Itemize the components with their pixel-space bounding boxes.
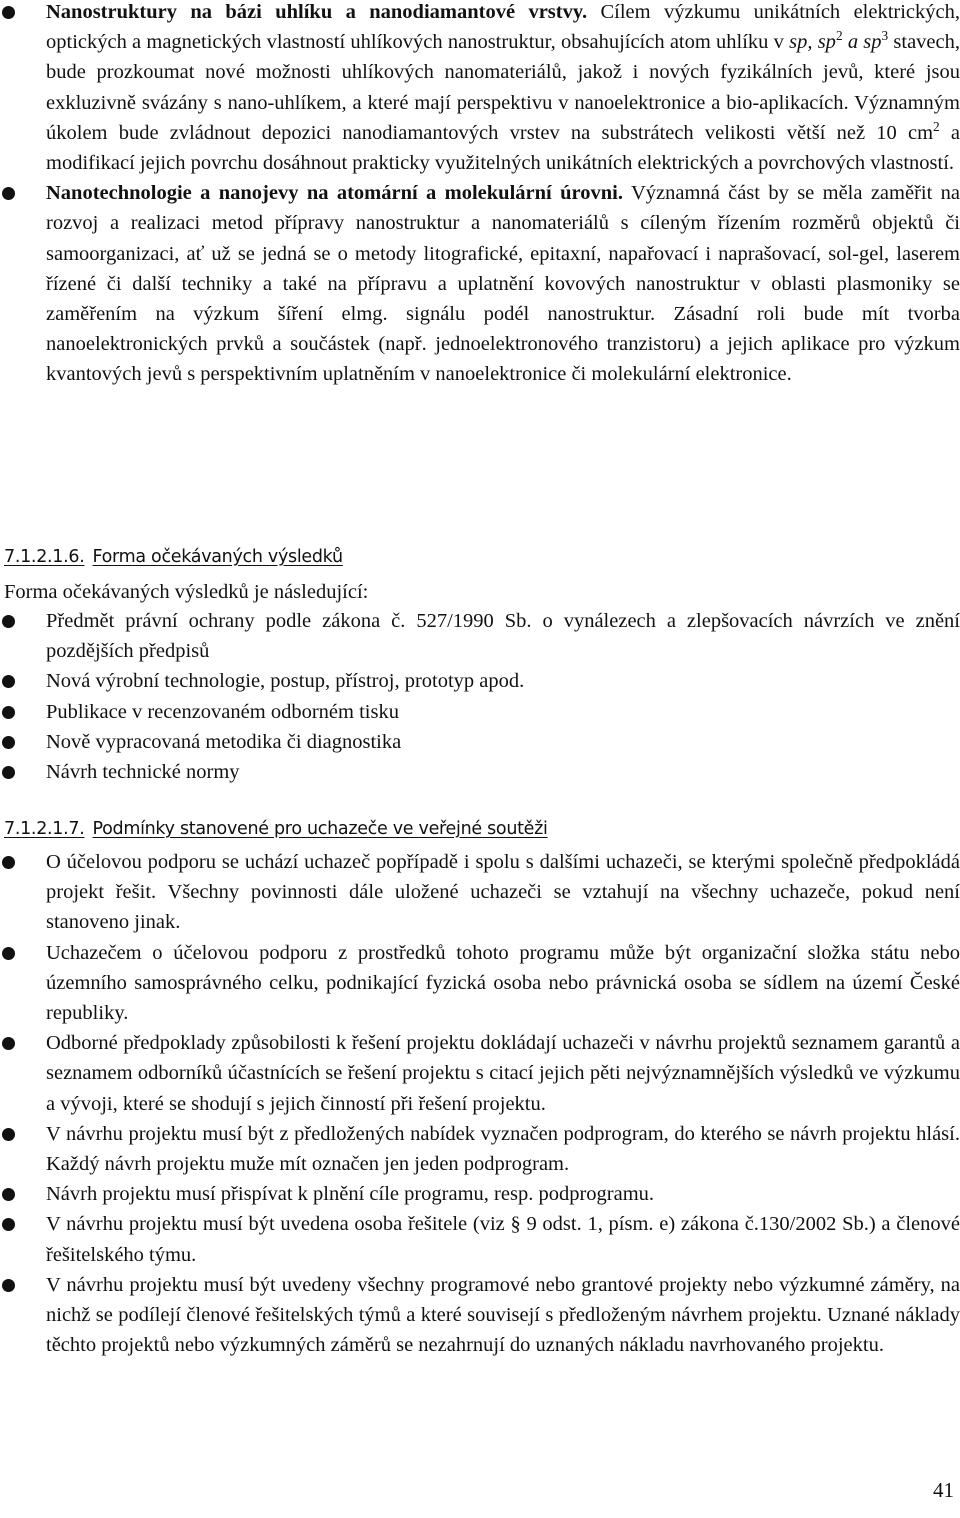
bullet-icon (2, 1279, 15, 1292)
section-intro: Forma očekávaných výsledků je následující: (4, 581, 369, 603)
list-item: Publikace v recenzovaném odborném tisku (0, 697, 960, 727)
list-item: Návrh technické normy (0, 757, 960, 787)
bullet-icon (2, 615, 15, 628)
bullet-icon (2, 187, 15, 200)
list-item (0, 178, 960, 389)
list-item: V návrhu projektu musí být uvedena osoba řešitele (viz § 9 odst. 1, písm. e) zákona č.130/2002 Sb.) a členové řešitelského týmu. (0, 1209, 960, 1269)
list-item: Nově vypracovaná metodika či diagnostika (0, 727, 960, 757)
bullet-icon (2, 1218, 15, 1231)
bullet-icon (2, 1188, 15, 1201)
list-item: O účelovou podporu se uchází uchazeč popřípadě i spolu s dalšími uchazeči, se kterými společně předpokládá projekt řešit. Všechny povinnosti dále uložené uchazeči se vztahují na všechny uchazeče, pokud není stanoveno jinak. (0, 847, 960, 938)
bullet-icon (2, 1128, 15, 1141)
list-item (0, 0, 960, 178)
research-topics-list (0, 0, 960, 390)
results-list (0, 606, 960, 787)
bullet-icon (2, 6, 15, 19)
bullet-icon (2, 1037, 15, 1050)
section-number: 7.1.2.1.7. (4, 819, 85, 839)
item-title: Nanostruktury na bázi uhlíku a nanodiamantové vrstvy. (46, 1, 588, 23)
bullet-icon (2, 947, 15, 960)
paragraph-text: Nanostruktury na bázi uhlíku a nanodiamantové vrstvy. Cílem výzkumu unikátních elektrických, optických a magnetických vlastností uhlíkových nanostruktur, obsahujících atom uhlíku v sp, $sp^2$ a $sp^3$ stavech, bude prozkoumat nové možnosti uhlíkových nanomateriálů, jakož i nových fyzikálních jevů, které jsou exkluzivně svázány s nano-uhlíkem, a které mají perspektivu v nanoelektronice a bio-aplikacích. Významným úkolem bude zvládnout depozici nanodiamantových vrstev na substrátech velikosti větší než 10 $cm^2$ a modifikací jejich povrchu dosáhnout prakticky využitelných unikátních elektrických a povrchových vlastností. (46, 1, 960, 175)
section-heading (4, 547, 343, 567)
list-item: Předmět právní ochrany podle zákona č. 527/1990 Sb. o vynálezech a zlepšovacích návrzích ve znění pozdějších předpisů (0, 606, 960, 666)
section-title: Forma očekávaných výsledků (92, 547, 343, 567)
list-item: Odborné předpoklady způsobilosti k řešení projektu dokládají uchazeči v návrhu projektů seznamem garantů a seznamem odborníků účastnících se řešení projektu s citací jejich pěti nejvýznamnějších výsledků ve výzkumu a vývoji, které se shodují s jejich činností při řešení projektu. (0, 1028, 960, 1119)
list-item: Nová výrobní technologie, postup, přístroj, prototyp apod. (0, 666, 960, 696)
conditions-list (0, 847, 960, 1360)
bullet-icon (2, 766, 15, 779)
list-item: V návrhu projektu musí být z předložených nabídek vyznačen podprogram, do kterého se návrh projektu hlásí. Každý návrh projektu muže mít označen jen jeden podprogram. (0, 1119, 960, 1179)
list-item: Uchazečem o účelovou podporu z prostředků tohoto programu může být organizační složka státu nebo územního samosprávného celku, podnikající fyzická osoba nebo právnická osoba se sídlem na území České republiky. (0, 938, 960, 1029)
bullet-icon (2, 675, 15, 688)
section-heading (4, 819, 548, 839)
list-item: Návrh projektu musí přispívat k plnění cíle programu, resp. podprogramu. (0, 1179, 960, 1209)
bullet-icon (2, 706, 15, 719)
item-title: Nanotechnologie a nanojevy na atomární a molekulární úrovni. (46, 182, 623, 205)
bullet-icon (2, 856, 15, 869)
section-number: 7.1.2.1.6. (4, 547, 85, 567)
bullet-icon (2, 736, 15, 749)
paragraph-text: Nanotechnologie a nanojevy na atomární a molekulární úrovni. Významná část by se měla zaměřit na rozvoj a realizaci metod přípravy nanostruktur a nanomateriálů s cíleným řízením rozměrů objektů či samoorganizaci, ať už se jedná se o metody litografické, epitaxní, napařovací i naprašovací, sol-gel, laserem řízené či další techniky a také na přípravu a uplatnění kovových nanostruktur v oblasti plasmoniky se zaměřením na výzkum šíření elmg. signálu podél nanostruktur. Zásadní roli bude mít tvorba nanoelektronických prvků a součástek (např. jednoelektronového tranzistoru) a jejich aplikace pro výzkum kvantových jevů s perspektivním uplatněním v nanoelektronice či molekulární elektronice. (46, 182, 960, 386)
list-item: V návrhu projektu musí být uvedeny všechny programové nebo grantové projekty nebo výzkumné záměry, na nichž se podílejí členové řešitelských týmů a které souvisejí s předloženým návrhem projektu. Uznané náklady těchto projektů nebo výzkumných záměrů se nezahrnují do uznaných nákladu navrhovaného projektu. (0, 1270, 960, 1361)
section-title: Podmínky stanovené pro uchazeče ve veřejné soutěži (92, 819, 548, 839)
page-number: 41 (933, 1478, 954, 1502)
